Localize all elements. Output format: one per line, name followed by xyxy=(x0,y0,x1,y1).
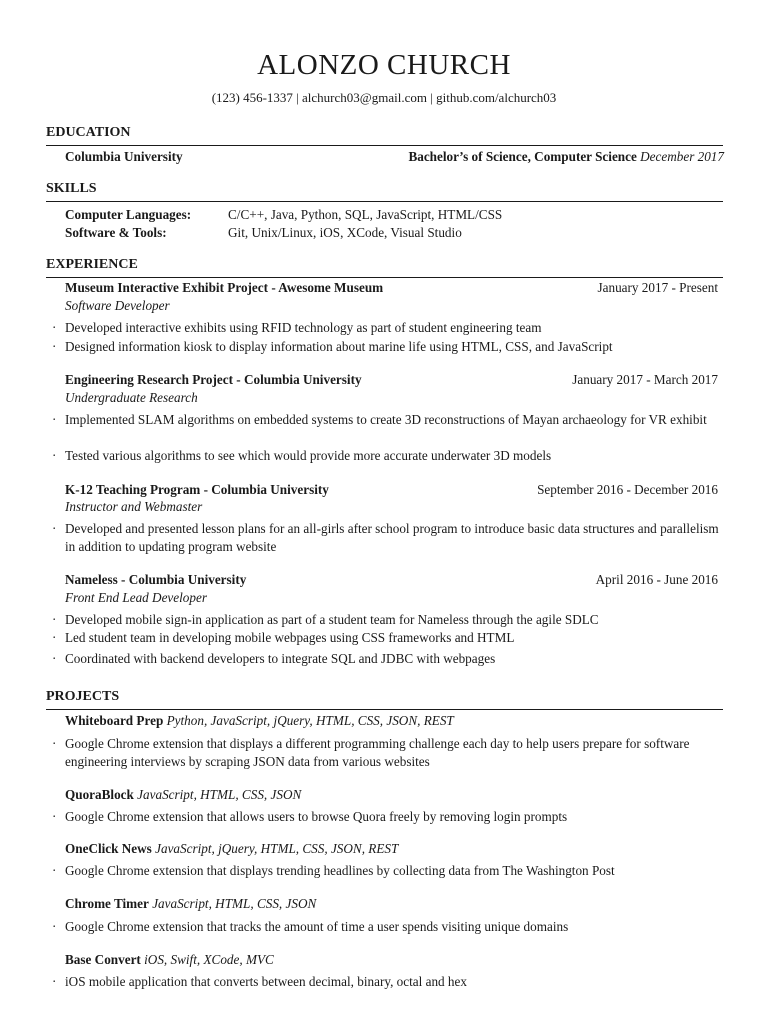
bullet-icon: · xyxy=(52,919,57,934)
job-dates: April 2016 - June 2016 xyxy=(595,572,718,587)
bullet-text: Developed mobile sign-in application as part of a student team for Nameless through the agile SDLC xyxy=(65,612,599,627)
bullet-icon: · xyxy=(52,736,57,751)
project-title-line xyxy=(65,840,398,858)
bullet-icon: · xyxy=(52,809,57,824)
project-title-line xyxy=(65,786,301,804)
bullet-icon: · xyxy=(52,448,57,463)
resume-name: ALONZO CHURCH xyxy=(257,49,511,81)
project-title-line xyxy=(65,712,454,730)
project-name: QuoraBlock xyxy=(65,787,134,802)
bullet-text: Implemented SLAM algorithms on embedded systems to create 3D reconstructions of Mayan archaeology for VR exhibit xyxy=(65,412,707,427)
bullet-icon: · xyxy=(52,339,57,354)
bullet-text: Developed and presented lesson plans for an all-girls after school program to introduce basic data structures and parallelism in addition to updating program website xyxy=(65,521,719,554)
bullet-text: Tested various algorithms to see which would provide more accurate underwater 3D models xyxy=(65,448,552,463)
project-name: Base Convert xyxy=(65,952,141,967)
education-degree: Bachelor’s of Science, Computer Science xyxy=(408,149,637,164)
bullet-icon: · xyxy=(52,651,57,666)
section-heading-skills: SKILLS xyxy=(46,180,723,202)
project-title-line xyxy=(65,895,316,913)
contact-line: (123) 456-1337 | alchurch03@gmail.com | github.com/alchurch03 xyxy=(211,90,557,105)
bullet-icon: · xyxy=(52,412,57,427)
bullet-text: Developed interactive exhibits using RFID technology as part of student engineering team xyxy=(65,320,542,335)
section-heading-projects: PROJECTS xyxy=(46,688,723,710)
bullet-icon: · xyxy=(52,320,57,335)
job-role: Undergraduate Research xyxy=(65,390,198,405)
bullet-text: iOS mobile application that converts between decimal, binary, octal and hex xyxy=(65,974,467,989)
bullet-text: Google Chrome extension that tracks the amount of time a user spends visiting unique domains xyxy=(65,919,569,934)
bullet-text: Google Chrome extension that allows users to browse Quora freely by removing login prompts xyxy=(65,809,568,824)
bullet-text: Designed information kiosk to display information about marine life using HTML, CSS, and JavaScript xyxy=(65,339,613,354)
skills-value-tools: Git, Unix/Linux, iOS, XCode, Visual Studio xyxy=(228,225,462,240)
bullet-text: Led student team in developing mobile webpages using CSS frameworks and HTML xyxy=(65,630,515,645)
project-tech: JavaScript, HTML, CSS, JSON xyxy=(152,896,317,911)
section-heading-experience: EXPERIENCE xyxy=(46,256,723,278)
job-role: Software Developer xyxy=(65,298,170,313)
skills-value-languages: C/C++, Java, Python, SQL, JavaScript, HTML/CSS xyxy=(228,207,503,222)
bullet-icon: · xyxy=(52,863,57,878)
job-title: Museum Interactive Exhibit Project - Awesome Museum xyxy=(65,280,384,295)
project-name: Chrome Timer xyxy=(65,896,149,911)
education-degree-line xyxy=(408,148,724,166)
project-title-line xyxy=(65,951,274,969)
job-title: Nameless - Columbia University xyxy=(65,572,247,587)
education-date: December 2017 xyxy=(640,149,724,164)
bullet-text: Google Chrome extension that displays a different programming challenge each day to help users prepare for software engineering interviews by scraping JSON data from various websites xyxy=(65,736,690,769)
bullet-icon: · xyxy=(52,630,57,645)
bullet-text: Google Chrome extension that displays trending headlines by collecting data from The Washington Post xyxy=(65,863,615,878)
project-tech: iOS, Swift, XCode, MVC xyxy=(144,952,274,967)
skills-label-tools: Software & Tools: xyxy=(65,225,167,240)
bullet-icon: · xyxy=(52,974,57,989)
job-role: Instructor and Webmaster xyxy=(65,499,203,514)
job-role: Front End Lead Developer xyxy=(65,590,207,605)
project-name: OneClick News xyxy=(65,841,152,856)
job-title: K-12 Teaching Program - Columbia University xyxy=(65,482,329,497)
bullet-text: Coordinated with backend developers to integrate SQL and JDBC with webpages xyxy=(65,651,496,666)
job-title: Engineering Research Project - Columbia University xyxy=(65,372,362,387)
job-dates: January 2017 - March 2017 xyxy=(572,372,718,387)
education-school: Columbia University xyxy=(65,149,183,164)
job-dates: January 2017 - Present xyxy=(597,280,718,295)
project-name: Whiteboard Prep xyxy=(65,713,164,728)
bullet-icon: · xyxy=(52,612,57,627)
project-tech: Python, JavaScript, jQuery, HTML, CSS, JSON, REST xyxy=(166,713,454,728)
project-tech: JavaScript, HTML, CSS, JSON xyxy=(137,787,302,802)
bullet-icon: · xyxy=(52,521,57,536)
project-tech: JavaScript, jQuery, HTML, CSS, JSON, REST xyxy=(155,841,399,856)
skills-label-languages: Computer Languages: xyxy=(65,207,192,222)
section-heading-education: EDUCATION xyxy=(46,124,723,146)
job-dates: September 2016 - December 2016 xyxy=(537,482,718,497)
